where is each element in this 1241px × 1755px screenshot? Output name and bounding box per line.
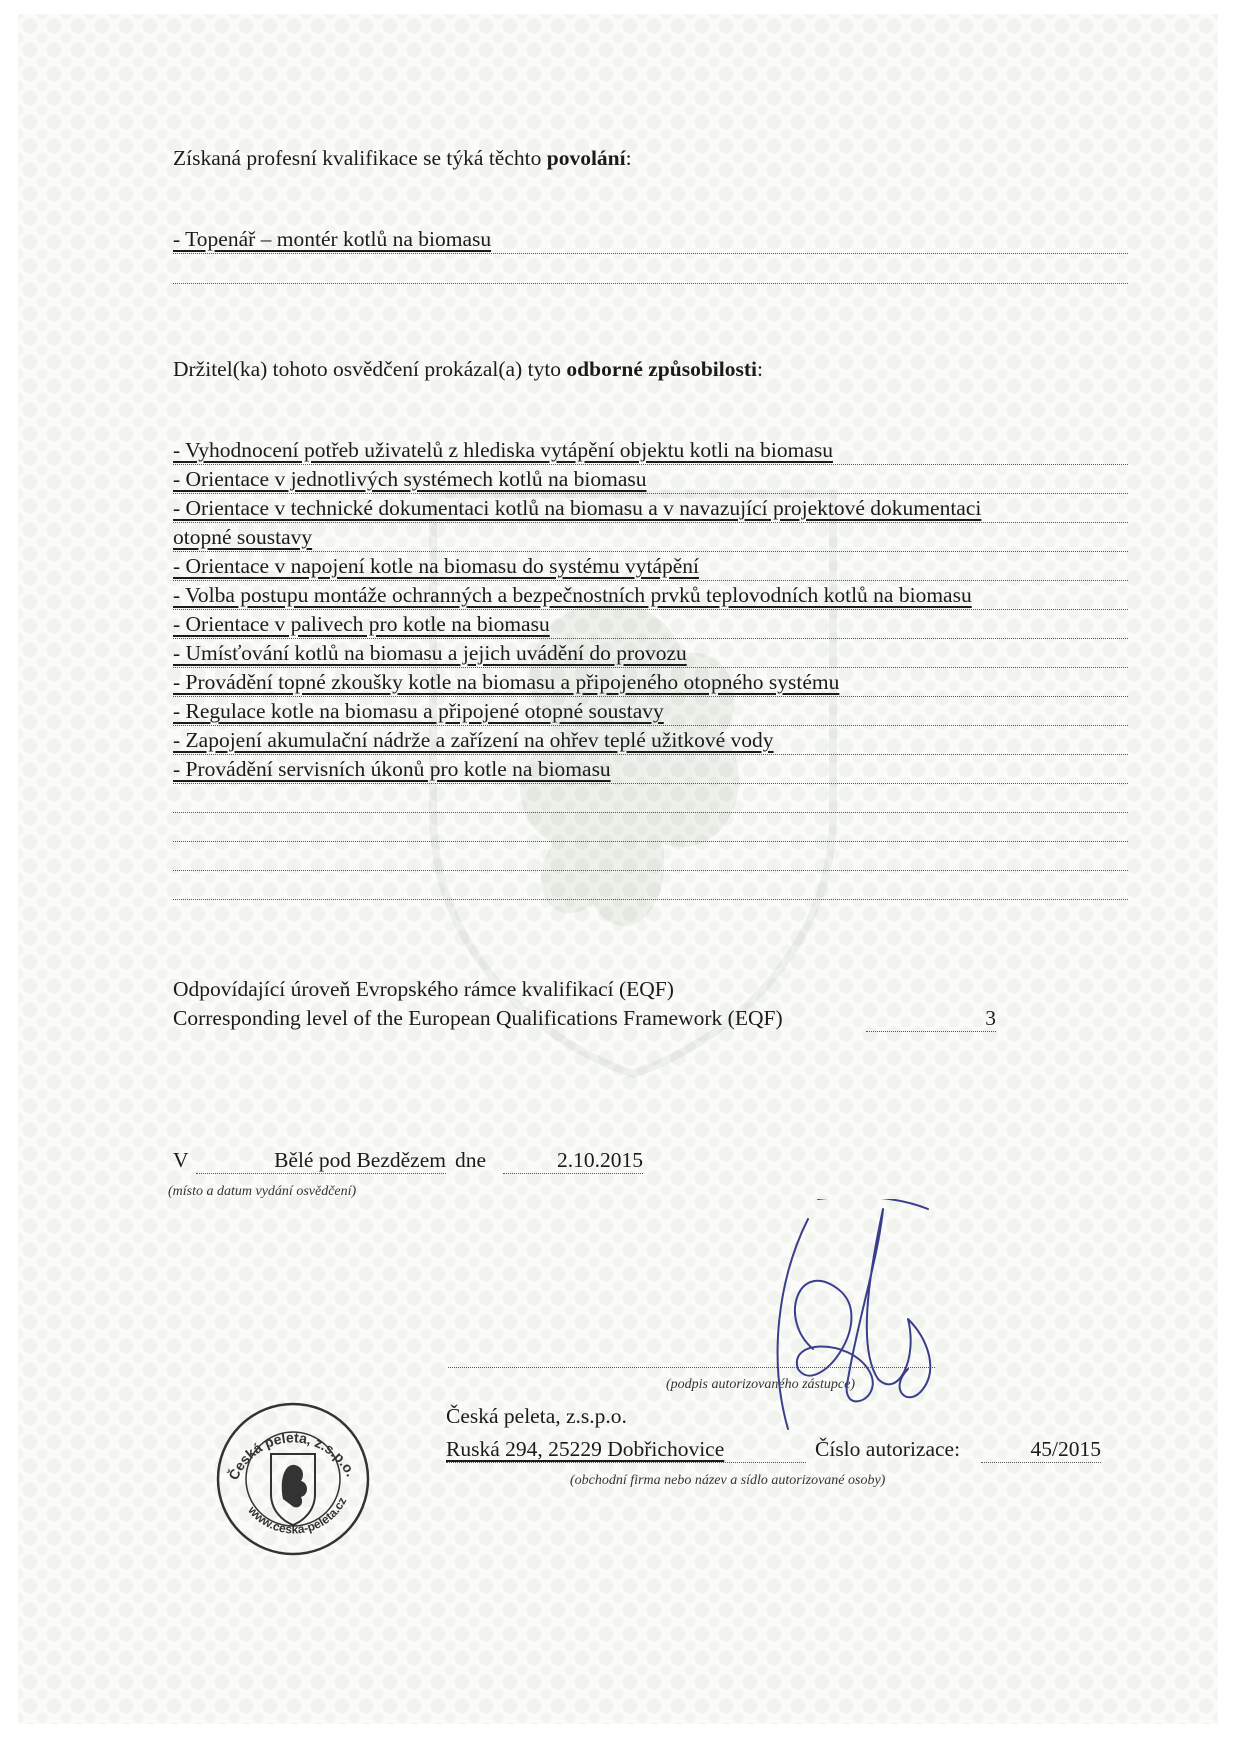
competence-line [173,843,1128,871]
certificate-page [18,14,1218,1724]
occupation-line: - Topenář – montér kotlů na biomasu [173,226,1128,254]
date-prefix: dne [455,1148,487,1172]
competence-line: - Vyhodnocení potřeb uživatelů z hlediska vytápění objektu kotli na biomasu [173,437,1128,465]
handwritten-signature [758,1199,988,1439]
competence-line [173,872,1128,900]
competence-line [173,785,1128,813]
authority-caption: (obchodní firma nebo název a sídlo autorizované osoby) [570,1473,886,1488]
competence-line: - Orientace v technické dokumentaci kotlů na biomasu a v navazující projektové dokumentaci [173,495,1128,523]
competence-line: - Zapojení akumulační nádrže a zařízení na ohřev teplé užitkové vody [173,727,1128,755]
competence-line: - Regulace kotle na biomasu a připojené otopné soustavy [173,698,1128,726]
competence-line: - Orientace v jednotlivých systémech kotlů na biomasu [173,466,1128,494]
competence-line: - Umísťování kotlů na biomasu a jejich uvádění do provozu [173,640,1128,668]
authority-address: Ruská 294, 25229 Dobřichovice [446,1437,725,1461]
svg-text:Česká peleta, z.s.p.o.: Česká peleta, z.s.p.o. [225,1429,360,1483]
authority-name: Česká peleta, z.s.p.o. [446,1404,627,1428]
competence-heading: Držitel(ka) tohoto osvědčení prokázal(a) tyto odborné způsobilosti: [173,357,763,381]
competence-line: - Provádění servisních úkonů pro kotle na biomasu [173,756,1128,784]
competence-line: - Provádění topné zkoušky kotle na biomasu a připojeného otopného systému [173,669,1128,697]
stamp-seal [213,1399,373,1559]
place-prefix: V [173,1148,189,1172]
svg-text:www.ceska-peleta.cz: www.ceska-peleta.cz [245,1494,350,1537]
competence-line [173,814,1128,842]
signature-caption: (podpis autorizovaného zástupce) [666,1377,855,1392]
address-dots [446,1436,806,1463]
eqf-label-cz: Odpovídající úroveň Evropského rámce kvalifikací (EQF) [173,977,674,1001]
occupation-heading: Získaná profesní kvalifikace se týká těchto povolání: [173,146,632,170]
occupation-line [173,256,1128,284]
issue-caption: (místo a datum vydání osvědčení) [168,1184,357,1199]
authorization-label: Číslo autorizace: [815,1437,961,1461]
competence-line: - Orientace v napojení kotle na biomasu do systému vytápění [173,553,1128,581]
eqf-label-en: Corresponding level of the European Qualifications Framework (EQF) [173,1006,783,1030]
competence-line: - Volba postupu montáže ochranných a bezpečnostních prvků teplovodních kotlů na biomasu [173,582,1128,610]
competence-line: otopné soustavy [173,524,1128,552]
eqf-level: 3 [866,1005,996,1032]
issue-date: 2.10.2015 [503,1147,643,1174]
competence-line: - Orientace v palivech pro kotle na biomasu [173,611,1128,639]
authorization-number: 45/2015 [981,1436,1101,1463]
issue-place: Bělé pod Bezdězem [196,1147,446,1174]
